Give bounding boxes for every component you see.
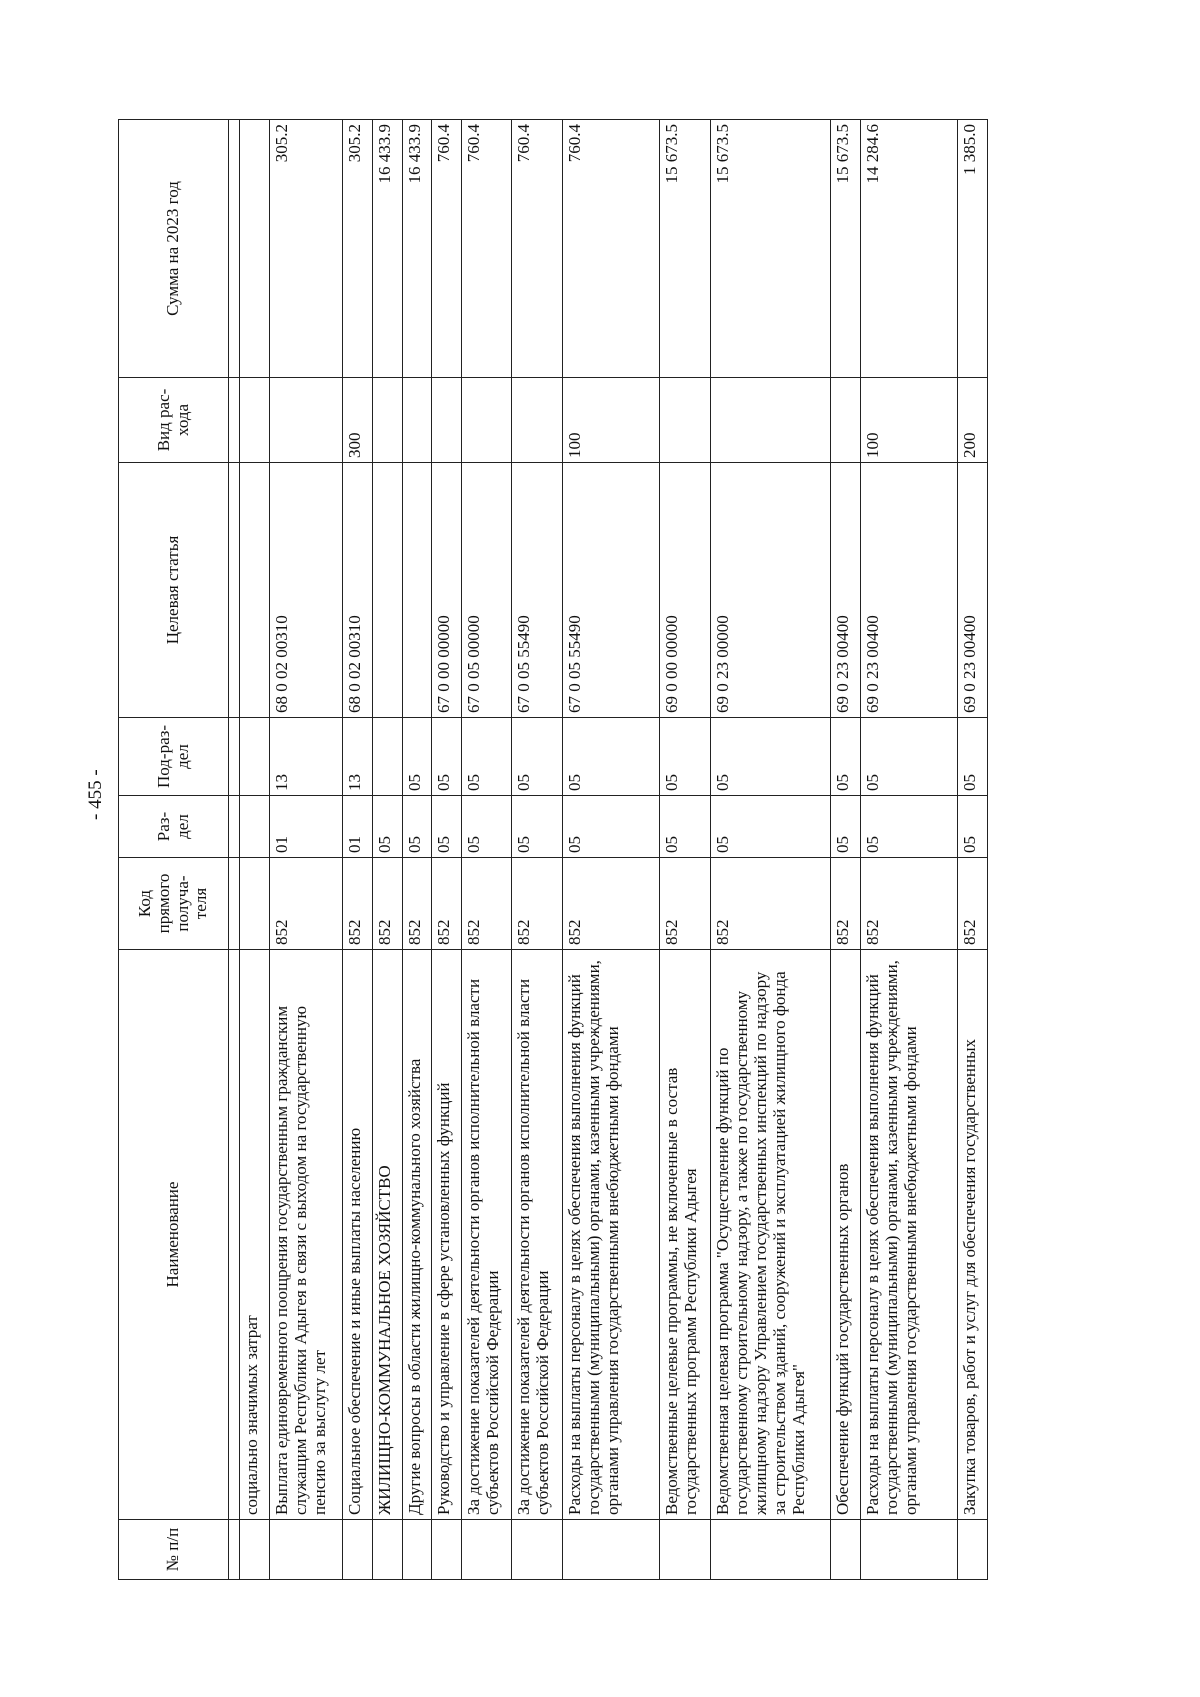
cell-name: Закупка товаров, работ и услуг для обеспечения государственных xyxy=(958,950,988,1520)
cell-num xyxy=(462,1520,512,1580)
cell-recipient: 852 xyxy=(270,858,343,950)
table-row xyxy=(402,120,432,1580)
cell-sum: 1 385.0 xyxy=(958,120,988,378)
cell-section: 05 xyxy=(462,796,512,858)
cell-name: За достижение показателей деятельности органов исполнительной власти субъектов Российской Федерации xyxy=(512,950,562,1520)
cell-target: 67 0 00 00000 xyxy=(432,463,462,718)
cell-exptype xyxy=(462,378,512,463)
cell-section: 05 xyxy=(432,796,462,858)
cell-num xyxy=(830,1520,860,1580)
table-row xyxy=(512,120,562,1580)
cell-subsection: 05 xyxy=(562,718,660,796)
cell-recipient: 852 xyxy=(512,858,562,950)
table-row xyxy=(562,120,660,1580)
cell-exptype xyxy=(830,378,860,463)
cell-name xyxy=(229,950,240,1520)
cell-exptype xyxy=(432,378,462,463)
cell-section xyxy=(240,796,270,858)
table-row xyxy=(462,120,512,1580)
cell-recipient: 852 xyxy=(860,858,958,950)
cell-num xyxy=(402,1520,432,1580)
cell-subsection xyxy=(372,718,402,796)
cell-num xyxy=(229,1520,240,1580)
cell-sum: 760.4 xyxy=(462,120,512,378)
budget-table xyxy=(118,119,988,1580)
cell-recipient: 852 xyxy=(710,858,830,950)
cell-target: 68 0 02 00310 xyxy=(342,463,372,718)
cell-name: Выплата единовременного поощрения государственным гражданским служащим Республики Адыгея в связи с выходом на государственную пенсию за выслугу лет xyxy=(270,950,343,1520)
cell-section xyxy=(229,796,240,858)
cell-subsection: 05 xyxy=(512,718,562,796)
cell-name: Руководство и управление в сфере установленных функций xyxy=(432,950,462,1520)
cell-target xyxy=(229,463,240,718)
cell-target: 67 0 05 55490 xyxy=(512,463,562,718)
cell-subsection: 13 xyxy=(342,718,372,796)
cell-exptype xyxy=(512,378,562,463)
cell-exptype: 300 xyxy=(342,378,372,463)
cell-subsection: 05 xyxy=(710,718,830,796)
table-row xyxy=(860,120,958,1580)
table-row xyxy=(958,120,988,1580)
cell-name: Ведомственная целевая программа "Осуществление функций по государственному строительному надзору, а также по государственному жилищному надзору Управлением государственных инспекций по надзору за строительством зданий, сооружений и эксплуатацией жилищного фонда Республики Адыгея" xyxy=(710,950,830,1520)
table-header-row xyxy=(119,120,229,1580)
cell-name: Расходы на выплаты персоналу в целях обеспечения выполнения функций государственными (муниципальными) органами, казенными учреждениями, органами управления государственными внебюджетными фондами xyxy=(562,950,660,1520)
table-row xyxy=(710,120,830,1580)
cell-subsection: 05 xyxy=(402,718,432,796)
cell-num xyxy=(240,1520,270,1580)
page-number: - 455 - xyxy=(85,769,106,820)
cell-subsection: 05 xyxy=(432,718,462,796)
cell-section: 05 xyxy=(512,796,562,858)
cell-recipient xyxy=(229,858,240,950)
cell-target: 69 0 00 00000 xyxy=(660,463,710,718)
table-row xyxy=(432,120,462,1580)
cell-name: Обеспечение функций государственных органов xyxy=(830,950,860,1520)
cell-exptype xyxy=(710,378,830,463)
cell-num xyxy=(342,1520,372,1580)
cell-recipient: 852 xyxy=(462,858,512,950)
cell-exptype xyxy=(402,378,432,463)
cell-num xyxy=(660,1520,710,1580)
cell-num xyxy=(270,1520,343,1580)
cell-exptype: 200 xyxy=(958,378,988,463)
cell-recipient: 852 xyxy=(402,858,432,950)
cell-subsection xyxy=(229,718,240,796)
cell-section: 05 xyxy=(402,796,432,858)
cell-recipient xyxy=(240,858,270,950)
cell-sum xyxy=(229,120,240,378)
cell-target xyxy=(402,463,432,718)
cell-section: 05 xyxy=(562,796,660,858)
rotated-page-content xyxy=(118,120,988,1580)
table-row xyxy=(229,120,240,1580)
header-subsection: Под-раз-дел xyxy=(119,718,229,796)
header-section: Раз-дел xyxy=(119,796,229,858)
cell-name: За достижение показателей деятельности органов исполнительной власти субъектов Российской Федерации xyxy=(462,950,512,1520)
cell-exptype xyxy=(372,378,402,463)
table-row xyxy=(372,120,402,1580)
cell-target: 68 0 02 00310 xyxy=(270,463,343,718)
header-sum-2023: Сумма на 2023 год xyxy=(119,120,229,378)
cell-exptype xyxy=(270,378,343,463)
cell-sum: 760.4 xyxy=(562,120,660,378)
header-expense-type: Вид рас-хода xyxy=(119,378,229,463)
cell-recipient: 852 xyxy=(830,858,860,950)
cell-target: 67 0 05 55490 xyxy=(562,463,660,718)
cell-num xyxy=(562,1520,660,1580)
header-num: № п/п xyxy=(119,1520,229,1580)
cell-num xyxy=(860,1520,958,1580)
cell-sum: 15 673.5 xyxy=(830,120,860,378)
table-row xyxy=(342,120,372,1580)
cell-target: 67 0 05 00000 xyxy=(462,463,512,718)
cell-target: 69 0 23 00400 xyxy=(958,463,988,718)
cell-num xyxy=(710,1520,830,1580)
cell-recipient: 852 xyxy=(562,858,660,950)
cell-section: 05 xyxy=(860,796,958,858)
cell-target: 69 0 23 00400 xyxy=(860,463,958,718)
cell-exptype xyxy=(660,378,710,463)
cell-sum: 15 673.5 xyxy=(660,120,710,378)
cell-sum: 760.4 xyxy=(432,120,462,378)
cell-recipient: 852 xyxy=(432,858,462,950)
cell-sum: 16 433.9 xyxy=(372,120,402,378)
cell-section: 01 xyxy=(342,796,372,858)
cell-num xyxy=(432,1520,462,1580)
cell-sum: 305.2 xyxy=(270,120,343,378)
header-target-article: Целевая статья xyxy=(119,463,229,718)
cell-target: 69 0 23 00000 xyxy=(710,463,830,718)
cell-recipient: 852 xyxy=(958,858,988,950)
cell-sum: 14 284.6 xyxy=(860,120,958,378)
table-row xyxy=(830,120,860,1580)
cell-subsection: 05 xyxy=(660,718,710,796)
header-recipient-code: Код прямого получа-теля xyxy=(119,858,229,950)
cell-num xyxy=(372,1520,402,1580)
cell-subsection: 05 xyxy=(830,718,860,796)
cell-section: 05 xyxy=(660,796,710,858)
cell-section: 05 xyxy=(958,796,988,858)
cell-section: 01 xyxy=(270,796,343,858)
cell-num xyxy=(512,1520,562,1580)
cell-target: 69 0 23 00400 xyxy=(830,463,860,718)
cell-subsection: 05 xyxy=(958,718,988,796)
cell-name: Ведомственные целевые программы, не включенные в состав государственных программ Республики Адыгея xyxy=(660,950,710,1520)
cell-sum: 760.4 xyxy=(512,120,562,378)
cell-num xyxy=(958,1520,988,1580)
cell-recipient: 852 xyxy=(372,858,402,950)
cell-exptype: 100 xyxy=(562,378,660,463)
cell-name: Социальное обеспечение и иные выплаты населению xyxy=(342,950,372,1520)
cell-name: социально значимых затрат xyxy=(240,950,270,1520)
header-name: Наименование xyxy=(119,950,229,1520)
cell-section: 05 xyxy=(830,796,860,858)
cell-name: Другие вопросы в области жилищно-коммунального хозяйства xyxy=(402,950,432,1520)
cell-recipient: 852 xyxy=(660,858,710,950)
cell-subsection: 05 xyxy=(860,718,958,796)
cell-subsection xyxy=(240,718,270,796)
cell-section: 05 xyxy=(710,796,830,858)
table-row xyxy=(270,120,343,1580)
cell-recipient: 852 xyxy=(342,858,372,950)
cell-name: Расходы на выплаты персоналу в целях обеспечения выполнения функций государственными (муниципальными) органами, казенными учреждениями, органами управления государственными внебюджетными фондами xyxy=(860,950,958,1520)
table-row xyxy=(240,120,270,1580)
cell-sum xyxy=(240,120,270,378)
cell-subsection: 13 xyxy=(270,718,343,796)
cell-section: 05 xyxy=(372,796,402,858)
cell-exptype: 100 xyxy=(860,378,958,463)
cell-exptype xyxy=(240,378,270,463)
cell-subsection: 05 xyxy=(462,718,512,796)
cell-sum: 15 673.5 xyxy=(710,120,830,378)
cell-sum: 305.2 xyxy=(342,120,372,378)
cell-exptype xyxy=(229,378,240,463)
cell-name: ЖИЛИЩНО-КОММУНАЛЬНОЕ ХОЗЯЙСТВО xyxy=(372,950,402,1520)
table-row xyxy=(660,120,710,1580)
cell-target xyxy=(240,463,270,718)
cell-sum: 16 433.9 xyxy=(402,120,432,378)
cell-target xyxy=(372,463,402,718)
